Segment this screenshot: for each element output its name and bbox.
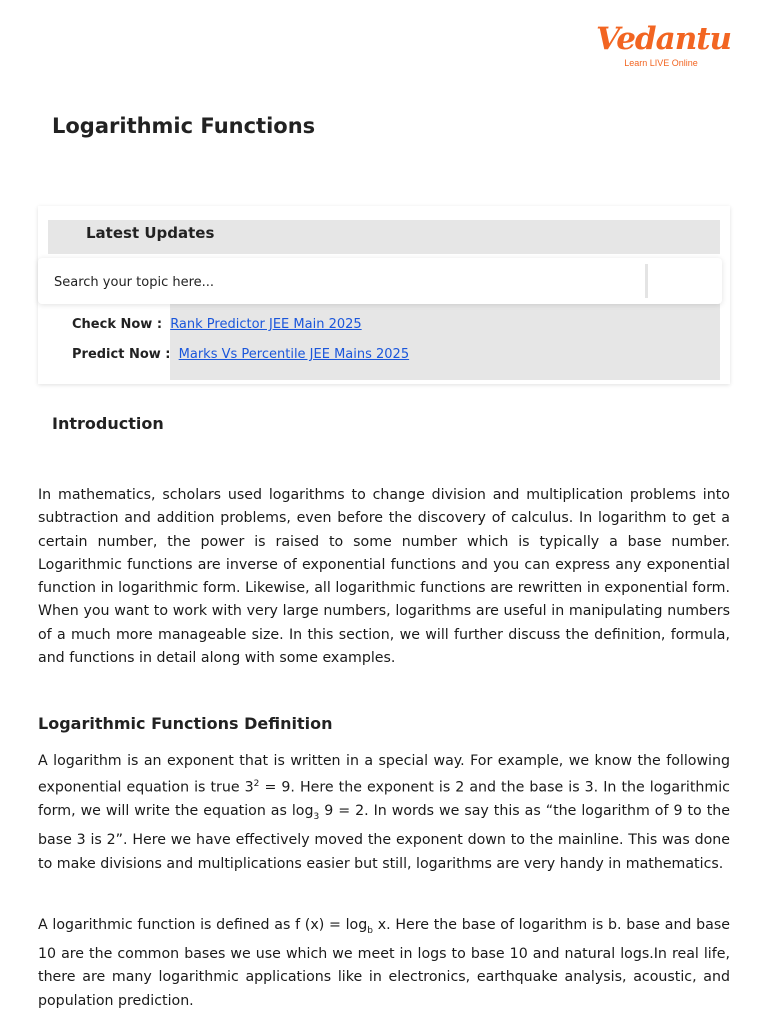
subscript: b <box>367 925 373 936</box>
function-definition-paragraph <box>38 914 730 1013</box>
vedantu-logo[interactable] <box>596 21 732 68</box>
update-row-label: Check Now : <box>72 317 163 332</box>
rank-predictor-link[interactable]: Rank Predictor JEE Main 2025 <box>170 317 362 332</box>
topic-search-bar <box>38 258 722 304</box>
superscript: 2 <box>253 779 260 790</box>
text-run: x. Here the base of logarithm is b. base and base 10 are the common bases we use which we meet in logs to base 10 and natural logs.In real life, there are many logarithmic applications like in electronics, earthquake analysis, acoustic, and population prediction. <box>38 917 730 1009</box>
latest-updates-box <box>38 206 730 384</box>
page-title: Logarithmic Functions <box>52 114 316 138</box>
update-row-label: Predict Now : <box>72 347 171 362</box>
introduction-paragraph: In mathematics, scholars used logarithms to change division and multiplication problems into subtraction and addition problems, even before the discovery of calculus. In logarithm to get a certain number, the power is raised to some number which is typically a base number. Logarithmic functions are inverse of exponential functions and you can express any exponential function in logarithmic form. Likewise, all logarithmic functions are rewritten in exponential form. When you want to work with very large numbers, logarithms are useful in manipulating numbers of a much more manageable size. In this section, we will further discuss the definition, formula, and functions in detail along with some examples. <box>38 487 730 667</box>
text-run: = 9. Here the exponent is 2 and the base is 3. In the logarithmic form, we will write the equation as log <box>38 780 730 820</box>
latest-updates-title: Latest Updates <box>86 224 215 242</box>
updates-links-strip <box>170 302 720 380</box>
search-divider <box>645 264 648 298</box>
topic-search-input[interactable] <box>52 269 636 295</box>
text-run: 9 = 2. In words we say this as “the logarithm of 9 to the base 3 is 2”. Here we have effectively moved the exponent down to the mainline. This was done to make divisions and multiplications easier but still, logarithms are very handy in mathematics. <box>38 803 730 872</box>
introduction-heading: Introduction <box>52 414 164 433</box>
search-icon[interactable] <box>666 272 686 292</box>
definition-heading: Logarithmic Functions Definition <box>38 714 333 733</box>
text-run: A logarithm is an exponent that is written in a special way. For example, we know the following exponential equation is true 3 <box>38 753 730 797</box>
text-run: A logarithmic function is defined as f (x) = log <box>38 917 368 933</box>
subscript: 3 <box>313 812 320 823</box>
latest-updates-inner <box>48 216 720 374</box>
marks-vs-percentile-link[interactable]: Marks Vs Percentile JEE Mains 2025 <box>178 347 410 362</box>
update-row-rank-predictor <box>72 316 362 334</box>
definition-paragraph <box>38 750 730 876</box>
update-row-marks-percentile <box>72 346 409 364</box>
logo-tagline: Learn LIVE Online <box>624 58 698 68</box>
logo-wordmark: Vedantu <box>596 21 732 57</box>
